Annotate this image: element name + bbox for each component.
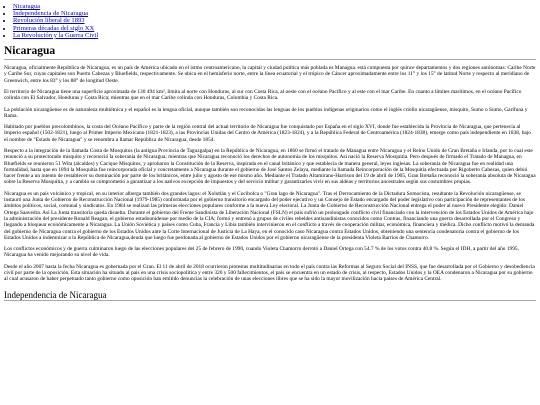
paragraph-mosquitia: Respecto a la integración de la llamada Costa de Mosquitos (la antigua Provincia de Taguzgalpa) en la República de Nicaragua, en 1860 se firmó el tratado de Managua entre Nicaragua y el Reino Unido de Gran Bretaña e Irlanda, por lo cual este renunció a su protectorado misquito y reconoció la soberanía de Nicaragua; mientras que Nicaragua reconoció los derechos de autonomía de los misquitos. Así nació la Reserva Mosquitia. Pero después de firmado el Tratado de Managua, en Bluefields se reunieron 51 Wita (alcaldes) y Cacique Misquitos, y aprobaron la Constitución de la Reserva, inspirada en el canal británico y que establecía de manera general, leyes inglesas. La soberanía de Nicaragua fue en realidad una formalidad, hasta que en 1894 la Mosquitia fue reincorporada oficial y concretamente a Nicaragua durante el gobierno de José Santos Zelaya, mediante la llamada Reincorporación de la Mosquitia efectuada por Rigoberto Cabezas, quien debió hacer frente a un intento de restablecer su dominación por parte de los británicos, entre julio y agosto de ese mismo año. Mediante el Tratado Altamirano-Harrison del 19 de abril de 1905, Gran Bretaña reconoció la soberanía absoluta de Nicaragua sobre la Reserva Mosquitia, y a cambio se comprometió a garantizar a los nativos excepción de impuestos y del servicio militar y garantizarles vivir en sus aldeas y territorios ancestrales según sus costumbres propias. — [4, 147, 536, 186]
paragraph-history: Habitado por pueblos precolombinos, la costa del Océano Pacífico y parte de la región central del actual territorio de Nicaragua fue conquistado por España en el siglo XVI, donde fue establecida la Provincia de Nicaragua, que pertenecía al Imperio español (1502-1821), luego al Primer Imperio Mexicano (1821-1823), a las Provincias Unidas del Centro de América (1823-1824), y a la República Federal de Centroamérica (1824-1838), emerge como país independiente en 1838, bajo el nombre de "Estado de Nicaragua" y se renombra a llamar República de Nicaragua, desde 1854. — [4, 124, 531, 143]
paragraph-recent: Desde el año 2007 hasta la fecha Nicaragua es gobernada por el Gran. El 11 de abril de 2018 ocurrieron protestas multitudinarias en todo el país contra las Reformas al Seguro Social del INSS, que fue desarrollada por el Gobierno y desobediencia civil por parte de la oposición. Esta situación ha situado al país en una crisis sociopolítica y entre 320 y 500 fallecimientos, el país se encuentra en un estado de crisis, al respecto, Estados Unidos y la OEA condenaron a Nicaragua por su gobierno al cual acusaron de haber perpetuado tanto gobierno como oposición han emitido denuncias la celebración de unas elecciones libres que se ha sido la mayor movilización hacia países de América Central. — [4, 263, 535, 283]
toc-link-revolucion-guerra-civil[interactable]: La Revolución y la Guerra Civil — [13, 31, 99, 39]
toc-item — [13, 32, 536, 39]
paragraph-elections: Los conflictos económicos y de guerra culminaron luego de las elecciones populares del 25 de febrero de 1990, cuando Violeta Chamorro derrotó a Daniel Ortega con 54.7 % de los votos contra 40.8 %. Según el IDH, a partir del año 1995, Nicaragua ha venido mejorando su nivel de vida. — [4, 246, 519, 259]
toc-item — [13, 17, 536, 24]
paragraph-intro: Nicaragua, oficialmente República de Nicaragua, es un país de América ubicado en el istmo centroamericano, la capital y ciudad política más poblada es Managua. está compuesta por quince departamentos y dos regiones autónomas: Caribe Norte y Caribe Sur, cuyas capitales son Puerto Cabezas y Bluefields, respectivamente. Se ubica en el hemisferio norte, entre la línea ecuatorial y el trópico de Cáncer aproximadamente entre los 11° y los 15° de latitud Norte y respecto al meridiano de Greenwich, entre los 83° y los 88° de longitud Oeste. — [4, 65, 536, 84]
section-heading-independencia: Independencia de Nicaragua — [4, 289, 107, 300]
page-title: Nicaragua — [4, 45, 56, 58]
paragraph-territory: El territorio de Nicaragua tiene una superficie aproximada de 130 494 km², limita al norte con Honduras, al sur con Costa Rica, al oeste con el océano Pacífico y al este con el mar Caribe. En cuanto a límites marítimos, en el océano Pacífico colinda con El Salvador, Honduras y Costa Rica; mientras que en el mar Caribe colinda con Honduras, Colombia y Costa Rica. — [4, 88, 522, 102]
toc-link-primeras-decadas[interactable]: Primeras décadas del siglo XX — [13, 24, 95, 32]
table-of-contents — [13, 3, 536, 39]
paragraph-population: La población nicaragüense es de naturaleza multiétnica y el español es la lengua oficial, aunque también son reconocidas las lenguas de los pueblos indígenas originarios como el inglés criollo nicaragüense, misquito, Sumo o Sumo, Garífuna y Rama. — [4, 106, 528, 119]
toc-link-independencia[interactable]: Independencia de Nicaragua — [13, 10, 89, 18]
section-divider — [4, 300, 536, 301]
toc-item — [13, 10, 536, 17]
paragraph-revolution: Nicaragua es un país volcánico y tropical, en su interior alberga también dos grandes lagos: el Xolotlán y el Cocibolca o "Gran lago de Nicaragua". Tras el Derrocamiento de la Dictadura Somocista, resultante la Revolución nicaragüense, se instauró una Junta de Gobierno de Reconstrucción Nacional (1979-1985) conformada por el gobierno transitorio encargado del poder ejecutivo y un Consejo de Estado encargado del poder legislativo con participación de representantes de los ámbitos políticos, social, comunal y sindicatos. En 1984 se realizan las primeras elecciones populares conforme a la nueva Ley electoral. La Junta de Gobierno de Reconstrucción Nacional entrega el poder al nuevo Presidente elegido: Daniel Ortega Saavedra. Así La Junta transitoria queda disuelta. Durante el gobierno del Frente Sandinista de Liberación Nacional (FSLN) el país sufrió un prolongado conflicto civil financiado con la intervención de los Estados Unidos de América bajo la administración del presidente Ronald Reagan, el gobierno estadounidense por medio de la CIA; formó y entrenó a grupos de civiles rebeldes antisandinistas conocidos como Contras, financiando una guerra desarrollada por el Congreso y llegando a bloquear económicamente a Nicaragua. La Unión Soviética y países como Cuba, Francia y Libia también intervinieron en el conflicto a través de cooperación militar, económica, financiera y médica. Dicho conflicto motivó la demanda del gobierno de Nicaragua contra el gobierno de los Estados Unidos ante la Corte Internacional de Justicia de La Haya, en el conocido caso Nicaragua contra Estados Unidos, obteniendo una sentencia condenatoria contra el gobierno de los Estados Unidos a indemnizar a la República de Nicaragua,deuda que luego fue perdonada al gobierno de Estados Unidos por el gobierno nicaragüense de la presidenta Violeta Barrios de Chamorro. — [4, 190, 535, 241]
toc-link-nicaragua[interactable]: Nicaragua — [13, 3, 41, 10]
title-divider — [4, 59, 536, 60]
toc-link-revolucion-liberal[interactable]: Revolución liberal de 1893 — [13, 17, 85, 25]
toc-item — [13, 3, 536, 10]
toc-item — [13, 25, 536, 32]
